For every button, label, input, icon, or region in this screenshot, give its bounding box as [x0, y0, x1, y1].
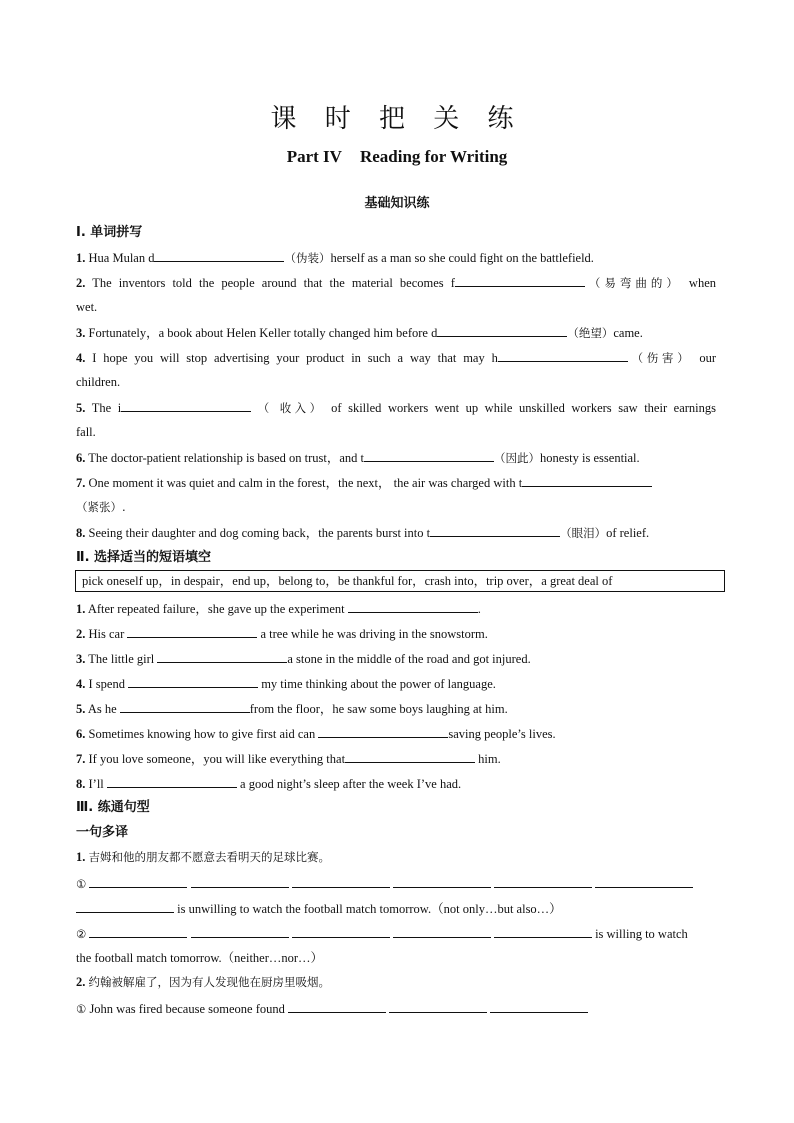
item-number: 7.: [76, 476, 86, 490]
answer-blank[interactable]: [89, 875, 187, 888]
part2-item-7: [76, 750, 716, 768]
part1-item-7: [76, 474, 716, 492]
item-text: I hope you will stop advertising your product in such a way that may h: [92, 351, 498, 365]
part1-heading: Ⅰ. 单词拼写: [76, 225, 143, 240]
item-number: 7.: [76, 752, 86, 766]
item-hint: （因此）: [494, 451, 541, 465]
part2-item-4: [76, 675, 716, 693]
answer-blank[interactable]: [120, 700, 250, 713]
part1-item-4-cont: children.: [76, 375, 121, 389]
item-text: came.: [613, 326, 643, 340]
answer-blank[interactable]: [393, 875, 491, 888]
part3-q1-answer-a: [76, 875, 716, 893]
item-text: a stone in the middle of the road and got injured.: [287, 652, 531, 666]
section-title: 基础知识练: [364, 196, 430, 211]
answer-blank[interactable]: [89, 925, 187, 938]
item-text: of relief.: [606, 526, 650, 540]
part1-item-2: [76, 274, 716, 292]
subtitle-topic: Reading for Writing: [359, 147, 508, 166]
answer-blank[interactable]: [494, 875, 592, 888]
item-number: 1.: [76, 850, 86, 864]
item-hint: （易弯曲的）: [584, 276, 682, 290]
item-number: 6.: [76, 451, 86, 465]
answer-blank[interactable]: [595, 875, 693, 888]
part1-item-5: [76, 399, 716, 417]
answer-blank[interactable]: [121, 399, 251, 412]
part1-item-8: [76, 524, 716, 542]
subtitle-part: Part IV: [286, 147, 342, 166]
item-number: 6.: [76, 727, 86, 741]
item-text: honesty is essential.: [540, 451, 640, 465]
item-text: The little girl: [88, 652, 155, 666]
item-hint: （ 收入）: [257, 401, 325, 415]
answer-blank[interactable]: [348, 600, 478, 613]
item-number: 1.: [76, 251, 86, 265]
item-hint: （伪装）: [284, 251, 331, 265]
item-text: .: [477, 602, 481, 616]
item-number: 8.: [76, 777, 86, 791]
answer-blank[interactable]: [455, 274, 585, 287]
answer-blank[interactable]: [288, 1000, 386, 1013]
part3-q1-answer-b: [76, 925, 716, 943]
part2-item-1: [76, 600, 716, 618]
item-hint: （伤害）: [627, 351, 693, 365]
answer-marker: ②: [76, 927, 87, 941]
item-text: The inventors told the people around that the material becomes f: [92, 276, 455, 290]
answer-blank[interactable]: [430, 524, 560, 537]
item-text: of skilled workers went up while unskilled workers saw their earnings: [331, 401, 717, 415]
item-text: my time thinking about the power of language.: [261, 677, 496, 691]
part1-item-2-cont: wet.: [76, 300, 98, 314]
part3-heading: Ⅲ. 练通句型: [76, 800, 150, 815]
answer-tail: is willing to watch: [595, 927, 688, 941]
answer-tail: is unwilling to watch the football match tomorrow.（not only…but also…）: [177, 902, 562, 916]
item-text: herself as a man so she could fight on the battlefield.: [330, 251, 594, 265]
answer-blank[interactable]: [128, 675, 258, 688]
part2-item-3: [76, 650, 716, 668]
item-text: After repeated failure，she gave up the experiment: [87, 602, 345, 616]
answer-blank[interactable]: [498, 349, 628, 362]
item-number: 2.: [76, 975, 86, 989]
item-text: If you love someone，you will like everything that: [88, 752, 346, 766]
item-text: from the floor，he saw some boys laughing at him.: [249, 702, 508, 716]
subtitle: [0, 147, 794, 167]
answer-blank[interactable]: [157, 650, 287, 663]
part1-item-7-cont: （紧张）.: [76, 500, 126, 514]
answer-blank[interactable]: [494, 925, 592, 938]
answer-blank[interactable]: [393, 925, 491, 938]
item-text: I spend: [88, 677, 125, 691]
answer-blank[interactable]: [127, 625, 257, 638]
answer-blank[interactable]: [292, 925, 390, 938]
answer-blank[interactable]: [490, 1000, 588, 1013]
part2-heading: Ⅱ. 选择适当的短语填空: [76, 550, 212, 565]
part2-item-2: [76, 625, 716, 643]
answer-blank[interactable]: [318, 725, 448, 738]
part3-subheading: 一句多译: [76, 825, 129, 840]
part3-question-2: [76, 974, 716, 991]
item-text: Fortunately，a book about Helen Keller totally changed him before d: [88, 326, 438, 340]
item-text: As he: [87, 702, 117, 716]
item-hint: （眼泪）: [560, 526, 607, 540]
item-text: a tree while he was driving in the snowstorm.: [260, 627, 488, 641]
item-text: The i: [91, 401, 122, 415]
part2-item-6: [76, 725, 716, 743]
answer-blank[interactable]: [522, 474, 652, 487]
question-text: 约翰被解雇了，因为有人发现他在厨房里吸烟。: [88, 975, 330, 989]
item-number: 4.: [76, 351, 86, 365]
item-text: Sometimes knowing how to give first aid can: [88, 727, 316, 741]
answer-blank[interactable]: [292, 875, 390, 888]
item-text: him.: [478, 752, 501, 766]
answer-blank[interactable]: [76, 900, 174, 913]
answer-blank[interactable]: [107, 775, 237, 788]
item-text: One moment it was quiet and calm in the forest，the next， the air was charged with t: [88, 476, 523, 490]
item-number: 5.: [76, 702, 86, 716]
item-text: Hua Mulan d: [88, 251, 155, 265]
answer-blank[interactable]: [191, 925, 289, 938]
question-text: 吉姆和他的朋友都不愿意去看明天的足球比赛。: [88, 850, 330, 864]
part1-item-3: [76, 324, 716, 342]
part1-item-5-cont: fall.: [76, 425, 96, 439]
page-title: 课 时 把 关 练: [270, 104, 524, 134]
item-number: 8.: [76, 526, 86, 540]
part1-item-6: [76, 449, 716, 467]
item-number: 4.: [76, 677, 86, 691]
part1-item-1: [76, 249, 716, 267]
part1-item-4: [76, 349, 716, 367]
part2-item-5: [76, 700, 716, 718]
answer-marker: ①: [76, 877, 87, 891]
item-text: His car: [88, 627, 125, 641]
item-text: our: [699, 351, 717, 365]
phrase-bank: pick oneself up，in despair，end up，belong to，be thankful for，crash into，trip over，a great deal of: [75, 570, 725, 592]
item-number: 2.: [76, 627, 86, 641]
part3-q1-answer-b-cont: the football match tomorrow.（neither…nor…）: [76, 951, 324, 965]
answer-blank[interactable]: [191, 875, 289, 888]
item-hint: （绝望）: [567, 326, 614, 340]
item-text: saving people’s lives.: [448, 727, 556, 741]
item-text: I’ll: [88, 777, 104, 791]
answer-text: John was fired because someone found: [89, 1002, 285, 1016]
item-number: 3.: [76, 652, 86, 666]
answer-blank[interactable]: [389, 1000, 487, 1013]
part3-q1-answer-a-cont: [76, 900, 716, 918]
item-number: 2.: [76, 276, 86, 290]
answer-blank[interactable]: [437, 324, 567, 337]
item-text: a good night’s sleep after the week I’ve had.: [240, 777, 462, 791]
part3-q2-answer-a: [76, 1000, 716, 1018]
part3-question-1: [76, 849, 716, 866]
answer-blank[interactable]: [154, 249, 284, 262]
item-text: The doctor-patient relationship is based on trust，and t: [88, 451, 365, 465]
item-number: 5.: [76, 401, 86, 415]
part2-item-8: [76, 775, 716, 793]
answer-blank[interactable]: [364, 449, 494, 462]
item-number: 1.: [76, 602, 86, 616]
item-number: 3.: [76, 326, 86, 340]
item-text: Seeing their daughter and dog coming back，the parents burst into t: [88, 526, 431, 540]
answer-blank[interactable]: [345, 750, 475, 763]
answer-marker: ①: [76, 1002, 87, 1016]
item-text: when: [688, 276, 716, 290]
